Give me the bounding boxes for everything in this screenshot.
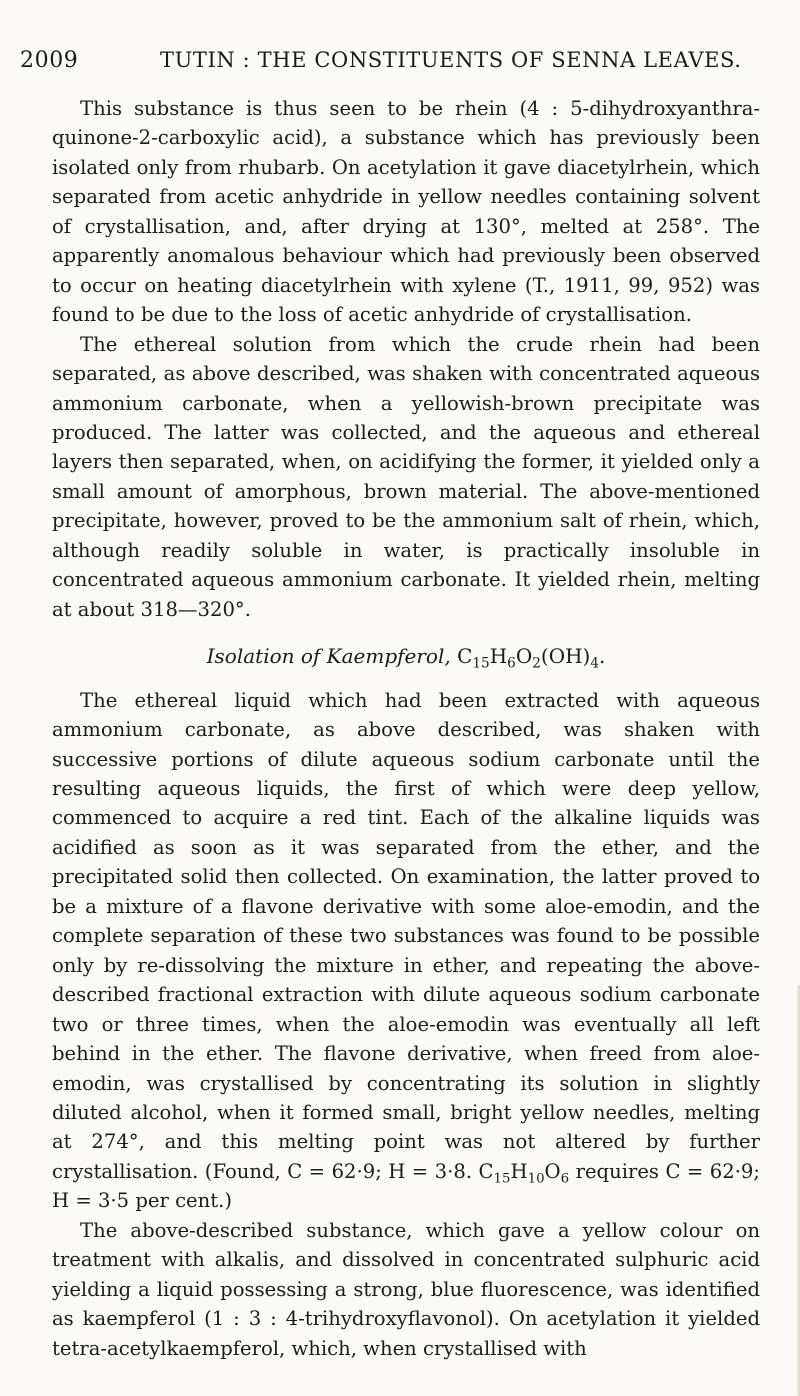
section-heading-title: Isolation of Kaempferol,: [206, 644, 451, 669]
paragraph-kaempferol-identification: The above-described substance, which gave a yellow colour on treatment with alkalis, and dissolved in concentrated sulphuric acid yielding a liquid possessing a strong, blue fluorescence, was identified as kaempferol (1 : 3 : 4-trihydroxyflavonol). On acetylation it yielded tetra-acetylkaempferol, which, when crystallised with: [52, 1218, 760, 1360]
article-body: [52, 94, 760, 1363]
analysis-formula: $C_{15}H_{10}O_6$: [478, 1159, 570, 1187]
kaempferol-formula: $C_{15}H_6O_2(OH)_4$.: [457, 644, 606, 672]
page-number: 2009: [20, 48, 79, 73]
paragraph-text-continued: requires C = 62·9; H = 3·5 per cent.): [52, 1159, 761, 1213]
paragraph-rhein-identification: This substance is thus seen to be rhein (4 : 5-dihydroxyanthra-quinone-2-carboxylic acid), a substance which has previously been isolated only from rhubarb. On acetylation it gave diacetylrhein, which separated from acetic anhydride in yellow needles containing solvent of crystallisation, and, after drying at 130°, melted at 258°. The apparently anomalous behaviour which had previously been observed to occur on heating diacetylrhein with xylene (T., 1911, 99, 952) was found to be due to the loss of acetic anhydride of crystallisation.: [52, 97, 760, 327]
paragraph-ammonium-carbonate-extraction: The ethereal solution from which the crude rhein had been separated, as above described, was shaken with concentrated aqueous ammonium carbonate, when a yellowish-brown precipitate was produced. The latter was collected, and the aqueous and ethereal layers then separated, when, on acidifying the former, it yielded only a small amount of amorphous, brown material. The above-mentioned precipitate, however, proved to be the ammonium salt of rhein, which, although readily soluble in water, is practically insoluble in concentrated aqueous ammonium carbonate. It yielded rhein, melting at about 318—320°.: [52, 332, 760, 621]
page-edge-shadow: [796, 985, 800, 1396]
paragraph-text: The ethereal liquid which had been extracted with aqueous ammonium carbonate, as above described, was shaken with successive portions of dilute aqueous sodium carbonate until the resulting aqueous liquids, the first of which were deep yellow, commenced to acquire a red tint. Each of the alkaline liquids was acidified as soon as it was separated from the ether, and the precipitated solid then collected. On examination, the latter proved to be a mixture of a flavone derivative with some aloe-emodin, and the complete separation of these two substances was found to be possible only by re-dissolving the mixture in ether, and repeating the above-described fractional extraction with dilute aqueous sodium carbonate two or three times, when the aloe-emodin was eventually all left behind in the ether. The flavone derivative, when freed from aloe-emodin, was crystallised by concentrating its solution in slightly diluted alcohol, when it formed small, bright yellow needles, melting at 274°, and this melting point was not altered by further crystallisation. (Found, C = 62·9; H = 3·8.: [52, 688, 760, 1183]
running-header: [20, 48, 780, 73]
running-title: TUTIN : THE CONSTITUENTS OF SENNA LEAVES.: [160, 48, 742, 72]
section-heading-kaempferol: [52, 624, 760, 685]
paragraph-sodium-carbonate-extraction: [52, 686, 760, 1216]
